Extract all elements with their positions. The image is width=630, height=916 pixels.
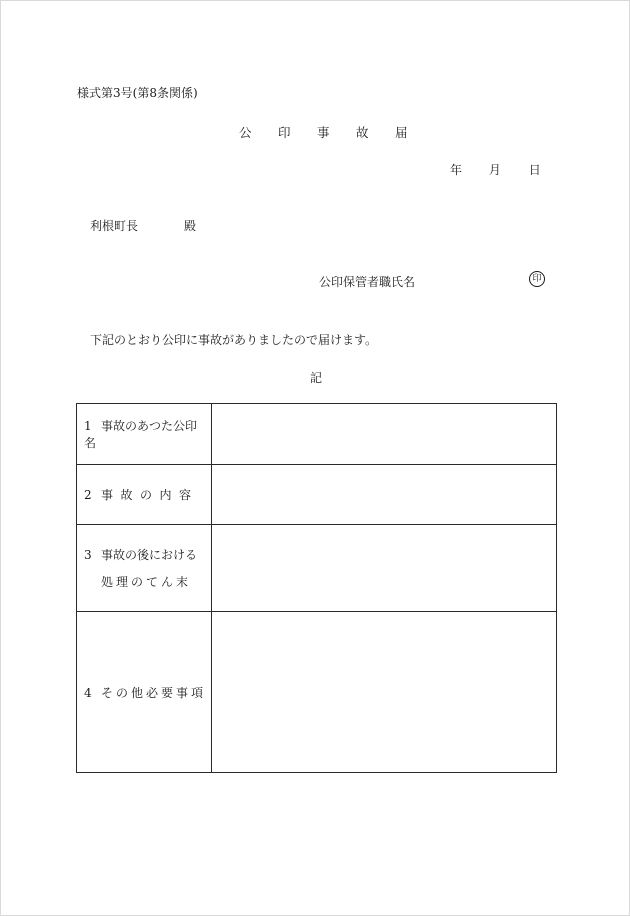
table-row <box>77 525 557 612</box>
item-label-cell <box>77 525 212 612</box>
addressee-honorific: 殿 <box>184 219 197 233</box>
item-label-line2: 処理のてん末 <box>101 575 192 589</box>
item-number: 4 <box>84 685 92 700</box>
date-day-label: 日 <box>528 163 541 177</box>
item-number: 3 <box>84 548 92 562</box>
form-number: 様式第3号(第8条関係) <box>77 86 198 100</box>
addressee-name: 利根町長 <box>90 219 139 233</box>
item-label: 事故の後における <box>101 548 198 562</box>
item-label: 事故のあつた公印名 <box>84 419 198 450</box>
table-row <box>77 612 557 773</box>
date-line <box>450 161 541 178</box>
item-entry-field[interactable] <box>212 612 557 773</box>
sender-label: 公印保管者職氏名 <box>319 275 416 289</box>
table-row <box>77 465 557 525</box>
item-label: 事故の内容 <box>101 488 199 502</box>
item-label-cell <box>77 612 212 773</box>
title-char: 印 <box>278 125 291 140</box>
seal-mark-icon: 印 <box>529 271 545 287</box>
item-entry-field[interactable] <box>212 465 557 525</box>
item-number: 1 <box>84 419 92 433</box>
item-entry-field[interactable] <box>212 525 557 612</box>
items-table <box>76 403 557 773</box>
item-label-cell <box>77 404 212 465</box>
item-label-cell <box>77 465 212 525</box>
addressee <box>90 217 196 234</box>
date-month-label: 月 <box>488 163 501 177</box>
item-entry-field[interactable] <box>212 404 557 465</box>
ki-heading: 記 <box>310 371 323 385</box>
title-char: 公 <box>239 125 252 140</box>
title-char: 故 <box>356 125 369 140</box>
date-year-label: 年 <box>450 163 463 177</box>
item-number: 2 <box>84 488 92 502</box>
item-label: その他必要事項 <box>101 685 207 700</box>
table-row <box>77 404 557 465</box>
title-char: 届 <box>395 125 408 140</box>
document-title <box>239 123 408 141</box>
title-char: 事 <box>317 125 330 140</box>
body-text: 下記のとおり公印に事故がありましたので届けます。 <box>90 333 378 347</box>
